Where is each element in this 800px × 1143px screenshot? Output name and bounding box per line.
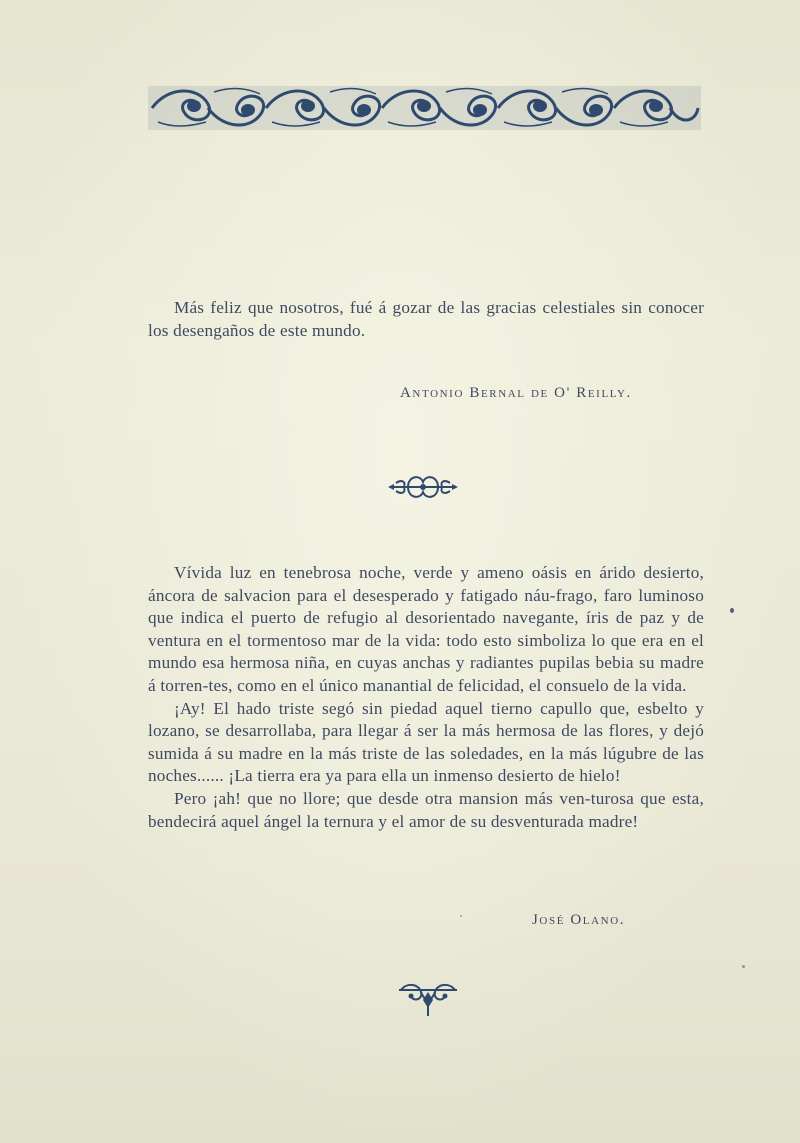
paper-speck (730, 608, 734, 613)
author-signature-two: José Olano. (532, 912, 626, 928)
passage-one-text: Más feliz que nosotros, fué á gozar de las gracias celestiales sin conocer los desengaños de este mundo. (148, 298, 704, 340)
passage-two-paragraph-2: ¡Ay! El hado triste segó sin piedad aquel tierno capullo que, esbelto y lozano, se desarrollaba, para llegar á ser la más hermosa de las flores, y dejó sumida á su madre en la más triste de las soledades, en la más lúgubre de las noches...... ¡La tierra era ya para ella un inmenso desierto de hielo! (148, 698, 704, 786)
decorative-scroll-border-icon (148, 82, 701, 134)
passage-one (148, 297, 704, 342)
fleuron-divider-icon (388, 470, 458, 502)
passage-two-paragraph-1: Vívida luz en tenebrosa noche, verde y ameno oásis en árido desierto, áncora de salvacion para el desesperado y fatigado náu-frago, faro luminoso que indica el puerto de refugio al desorientado navegante, íris de paz y de ventura en el tormentoso mar de la vida: todo esto simboliza lo que era en el mundo esa hermosa niña, en cuyas anchas y radiantes pupilas bebia su madre á torren-tes, como en el único manantial de felicidad, el consuelo de la vida. (148, 563, 704, 695)
passage-two (148, 562, 704, 833)
bottom-fleuron-icon (397, 980, 459, 1018)
author-signature-one: Antonio Bernal de O' Reilly. (400, 385, 632, 401)
passage-two-paragraph-3: Pero ¡ah! que no llore; que desde otra mansion más ven-turosa que esta, bendecirá aquel ángel la ternura y el amor de su desventurada madre! (148, 788, 704, 831)
paper-speck (460, 915, 462, 917)
paper-speck (742, 965, 745, 968)
